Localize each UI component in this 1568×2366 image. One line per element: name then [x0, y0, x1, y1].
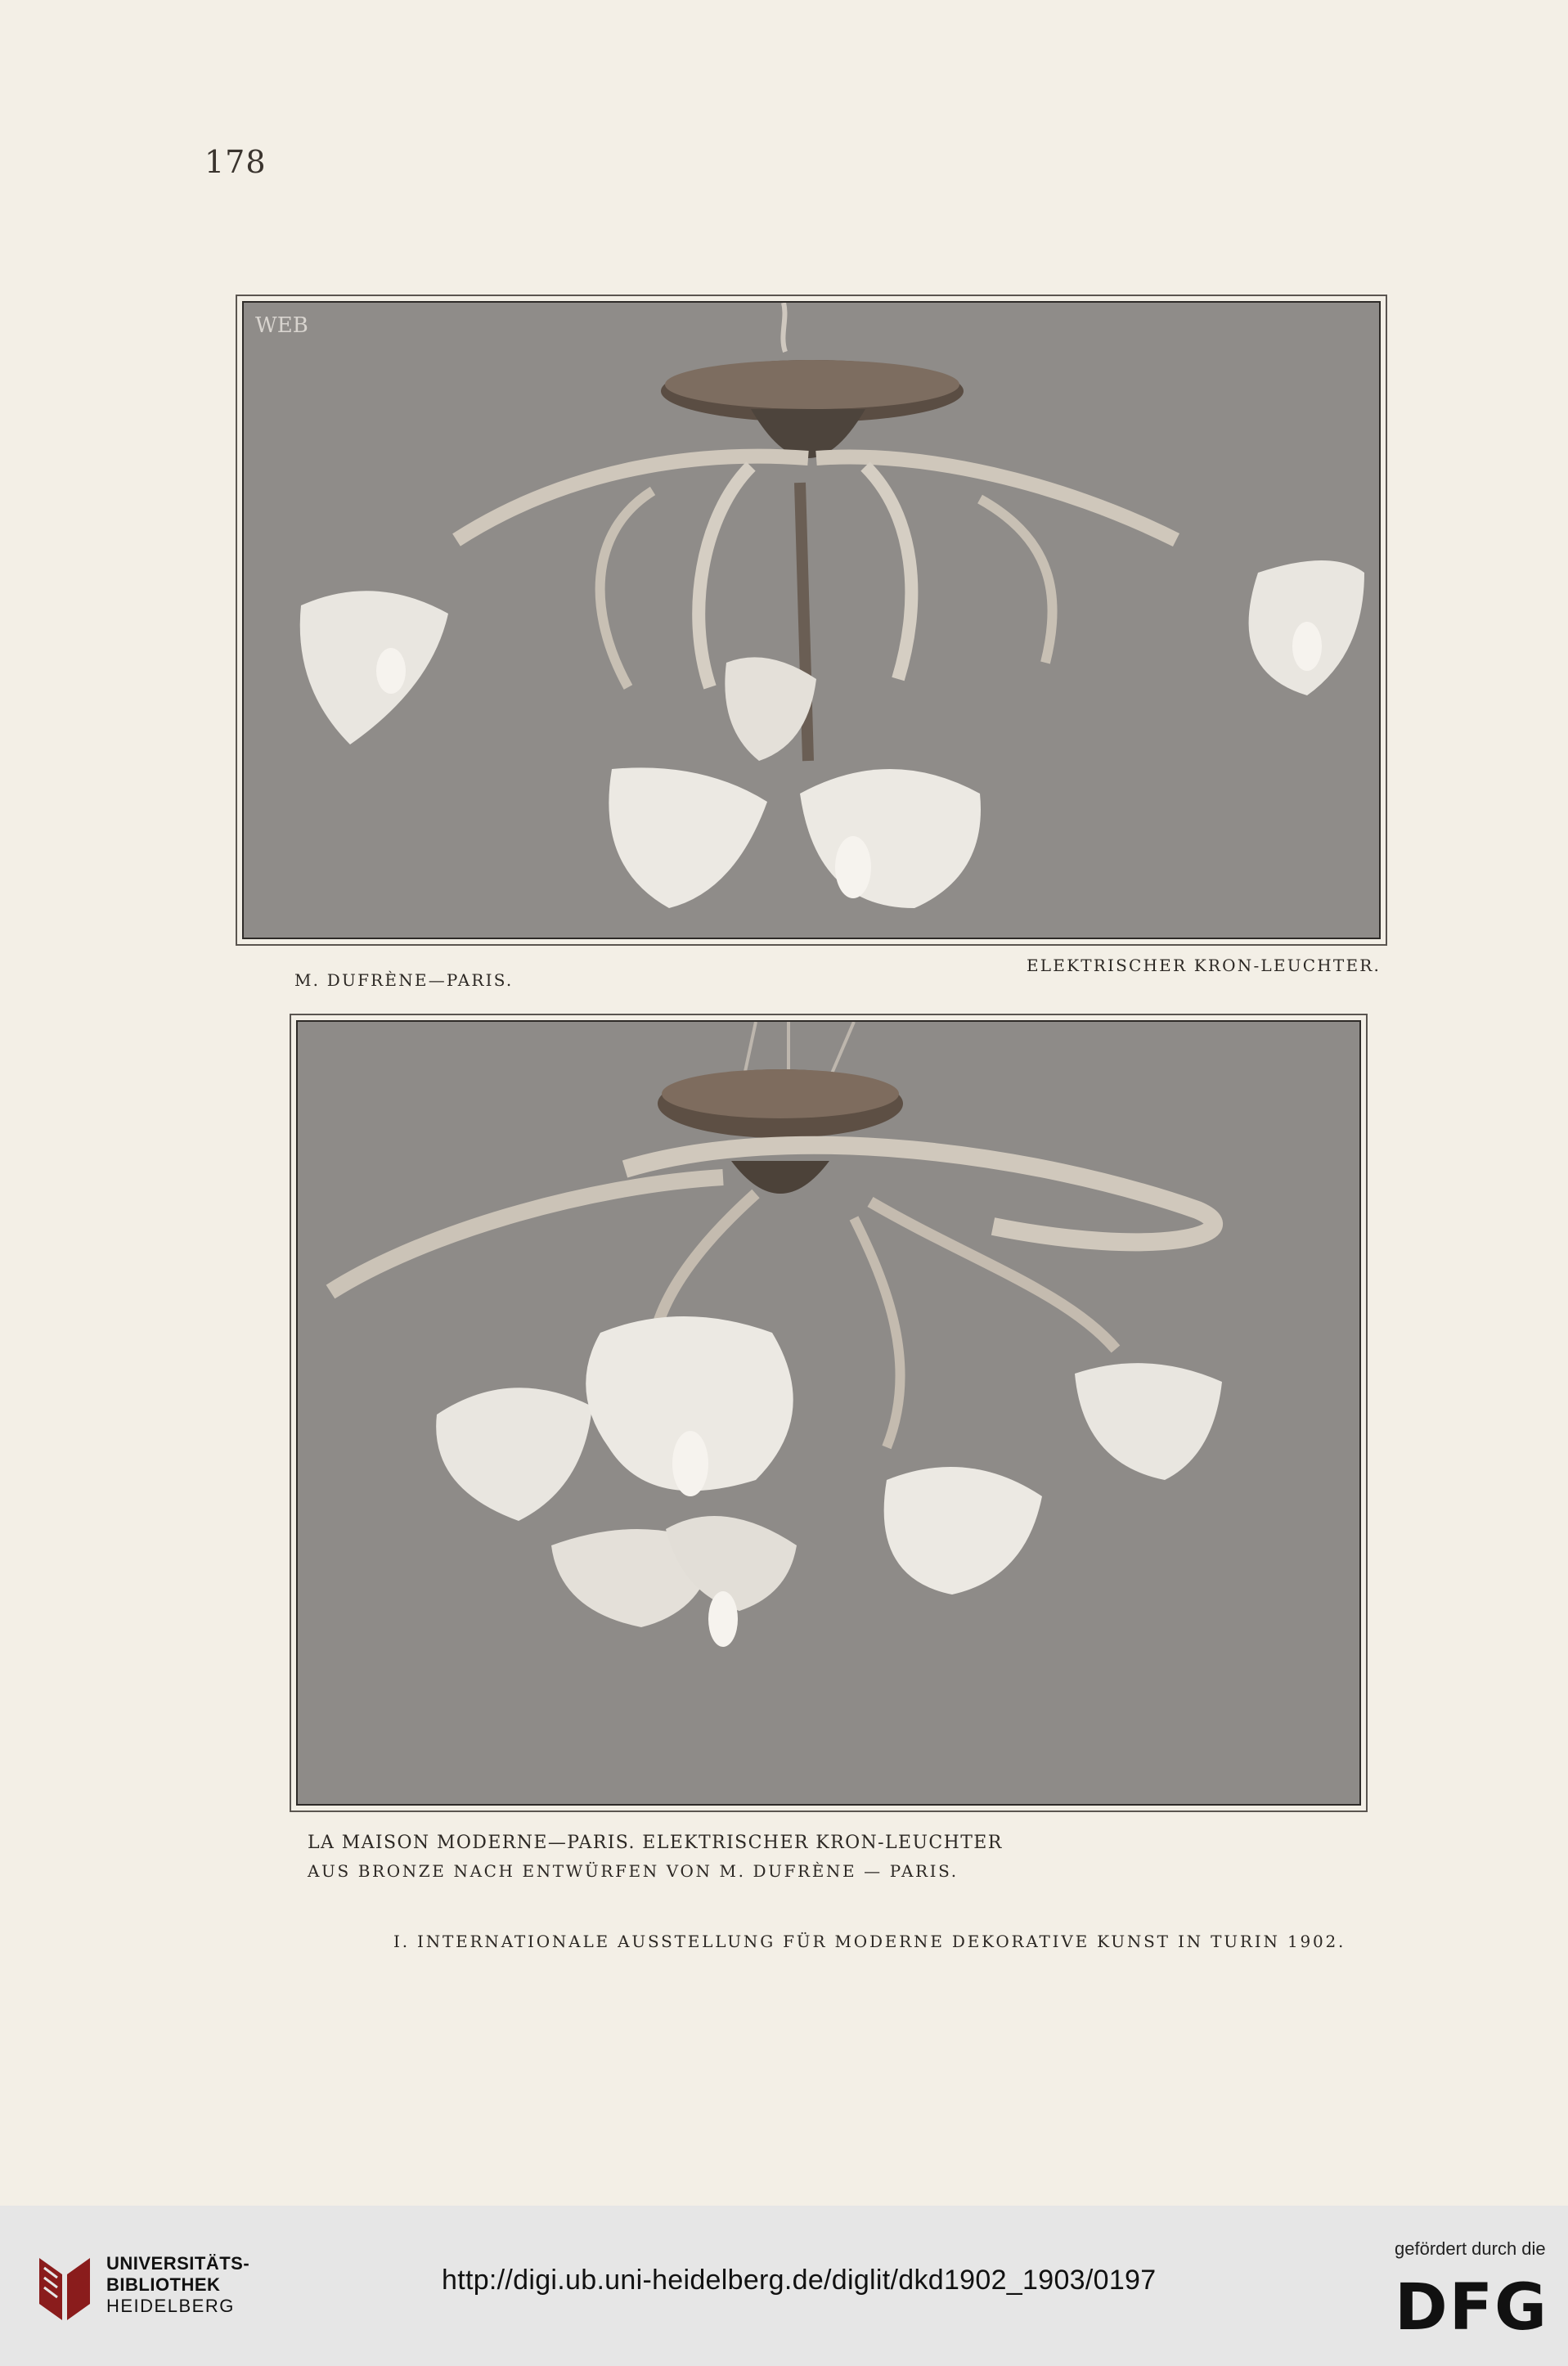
chandelier-photo-1 [244, 303, 1379, 938]
plate1-designer-caption: M. DUFRÈNE—PARIS. [294, 970, 514, 990]
university-library-name [106, 2253, 249, 2317]
photo-plate-chandelier-1 [242, 301, 1381, 939]
source-url-link[interactable]: http://digi.ub.uni-heidelberg.de/diglit/dkd1902_1903/0197 [442, 2265, 1157, 2296]
page-number: 178 [204, 144, 267, 180]
digitization-footer [0, 2206, 1568, 2366]
chandelier-photo-2 [298, 1022, 1359, 1804]
library-name-line2: BIBLIOTHEK [106, 2274, 221, 2295]
funder-label: gefördert durch die [1395, 2238, 1546, 2259]
library-name-line3: HEIDELBERG [106, 2296, 235, 2316]
university-library-logo-icon [33, 2250, 97, 2328]
plate2-caption-line1: LA MAISON MODERNE—PARIS. ELEKTRISCHER KRON-LEUCHTER [308, 1833, 1003, 1853]
photo-plate-chandelier-2 [296, 1020, 1361, 1806]
plate2-caption-line2: AUS BRONZE NACH ENTWÜRFEN VON M. DUFRÈNE — PARIS. [308, 1861, 959, 1881]
exhibition-caption: I. INTERNATIONALE AUSSTELLUNG FÜR MODERNE DEKORATIVE KUNST IN TURIN 1902. [393, 1932, 1346, 1951]
dfg-logo: DFG [1395, 2271, 1549, 2345]
library-name-line1: UNIVERSITÄTS- [106, 2253, 250, 2274]
photographer-monogram: WEB [255, 313, 308, 338]
plate1-title-caption: ELEKTRISCHER KRON-LEUCHTER. [1027, 956, 1382, 975]
